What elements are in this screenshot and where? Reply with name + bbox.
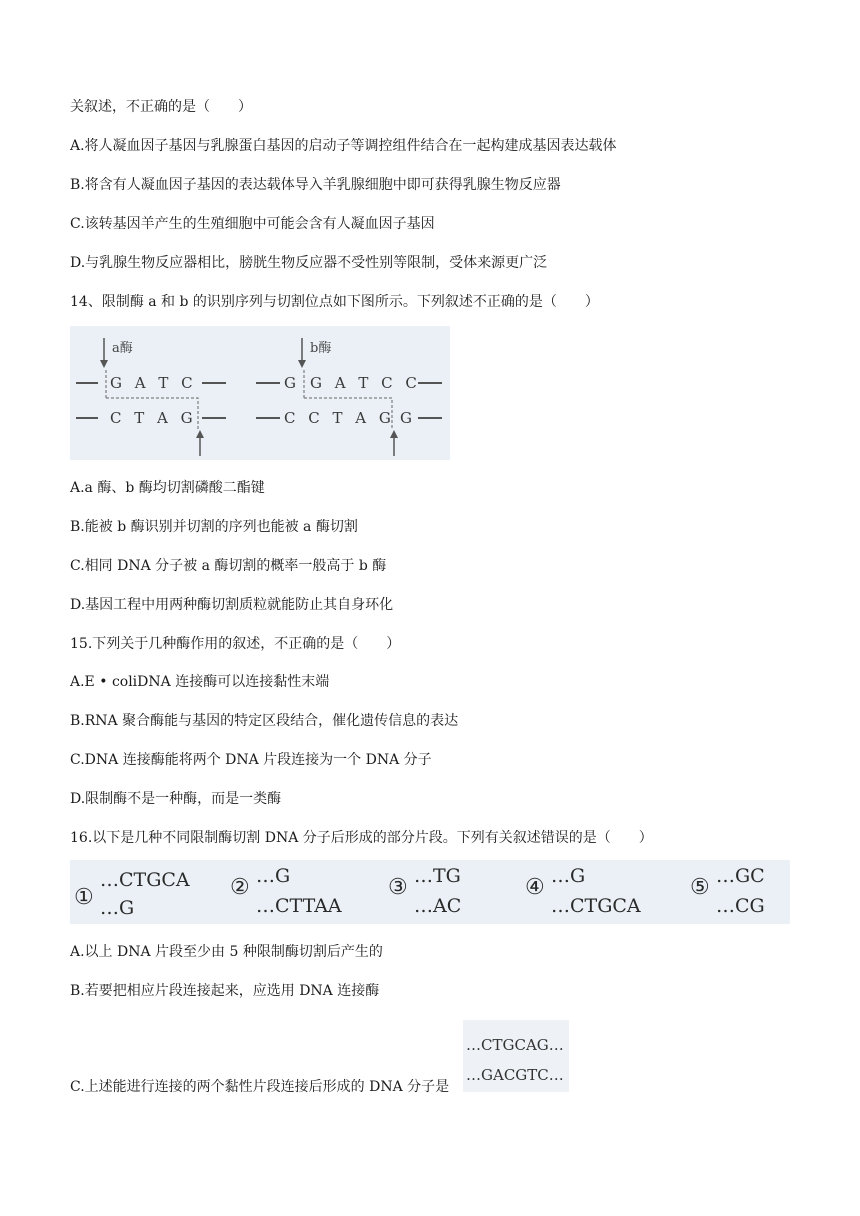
fragment-4 bbox=[525, 865, 641, 917]
fragment-5 bbox=[690, 865, 765, 917]
q16-fragments-figure bbox=[70, 860, 790, 924]
a-top-sequence: G A T C bbox=[110, 374, 197, 392]
q16-option-c: C.上述能进行连接的两个黏性片段连接后形成的 DNA 分子是 bbox=[70, 1079, 450, 1095]
fragment-4-top: …G bbox=[551, 865, 586, 887]
fragment-4-bottom: …CTGCA bbox=[551, 895, 641, 917]
fragment-5-bottom: …CG bbox=[716, 895, 765, 917]
q15-option-d: D.限制酶不是一种酶，而是一类酶 bbox=[70, 791, 282, 807]
fragment-4-number: ④ bbox=[525, 875, 545, 900]
q15-option-c: C.DNA 连接酶能将两个 DNA 片段连接为一个 DNA 分子 bbox=[70, 752, 432, 768]
fragment-3-number: ③ bbox=[388, 875, 408, 900]
fragment-3 bbox=[388, 865, 461, 917]
fragment-1-bottom: …G bbox=[100, 897, 135, 919]
fragment-1-top: …CTGCA bbox=[100, 869, 190, 891]
fragment-1 bbox=[74, 869, 190, 919]
q16-stem: 16.以下是几种不同限制酶切割 DNA 分子后形成的部分片段。下列有关叙述错误的是（ ） bbox=[70, 830, 653, 846]
q16-answer-dna-figure bbox=[463, 1020, 569, 1092]
q14-stem: 14、限制酶 a 和 b 的识别序列与切割位点如下图所示。下列叙述不正确的是（ ） bbox=[70, 294, 599, 310]
b-bottom-left-sequence: C C T A G bbox=[284, 409, 395, 427]
fragment-5-top: …GC bbox=[716, 865, 765, 887]
q14-option-d: D.基因工程中用两种酶切割质粒就能防止其自身环化 bbox=[70, 597, 394, 613]
a-cut-bottom-arrowhead bbox=[196, 430, 204, 438]
fragment-1-number: ① bbox=[74, 885, 94, 910]
fragment-2-number: ② bbox=[230, 875, 250, 900]
b-cut-top-arrowhead bbox=[298, 360, 306, 368]
fragment-3-top: …TG bbox=[414, 865, 461, 887]
q13-option-b: B.将含有人凝血因子基因的表达载体导入羊乳腺细胞中即可获得乳腺生物反应器 bbox=[70, 177, 561, 193]
q16-option-a: A.以上 DNA 片段至少由 5 种限制酶切割后产生的 bbox=[70, 944, 383, 960]
q14-option-b: B.能被 b 酶识别并切割的序列也能被 a 酶切割 bbox=[70, 519, 358, 535]
b-top-left-base: G bbox=[284, 374, 300, 392]
q13-option-d: D.与乳腺生物反应器相比，膀胱生物反应器不受性别等限制，受体来源更广泛 bbox=[70, 255, 548, 271]
fragment-3-bottom: …AC bbox=[414, 895, 462, 917]
fragment-5-number: ⑤ bbox=[690, 875, 710, 900]
q15-stem: 15.下列关于几种酶作用的叙述，不正确的是（ ） bbox=[70, 636, 401, 652]
fragment-2-top: …G bbox=[256, 865, 291, 887]
answer-dna-bottom-strand: …GACGTC… bbox=[466, 1066, 564, 1084]
q14-option-c: C.相同 DNA 分子被 a 酶切割的概率一般高于 b 酶 bbox=[70, 558, 387, 574]
q14-option-a: A.a 酶、b 酶均切割磷酸二酯键 bbox=[70, 480, 265, 496]
q13-option-a: A.将人凝血因子基因与乳腺蛋白基因的启动子等调控组件结合在一起构建成基因表达载体 bbox=[70, 138, 617, 154]
a-enzyme-label: a酶 bbox=[112, 341, 133, 356]
q15-option-a: A.E • coliDNA 连接酶可以连接黏性末端 bbox=[70, 674, 330, 690]
fragment-2 bbox=[230, 865, 342, 917]
q16-option-b: B.若要把相应片段连接起来，应选用 DNA 连接酶 bbox=[70, 983, 380, 999]
fragment-2-bottom: …CTTAA bbox=[256, 895, 342, 917]
q13-stem-tail: 关叙述，不正确的是（ ） bbox=[70, 99, 252, 115]
q15-option-b: B.RNA 聚合酶能与基因的特定区段结合，催化遗传信息的表达 bbox=[70, 713, 459, 729]
b-enzyme-label: b酶 bbox=[310, 341, 332, 356]
b-bottom-right-base: G bbox=[400, 409, 416, 427]
q14-enzyme-figure bbox=[70, 326, 450, 460]
b-top-right-sequence: G A T C C bbox=[310, 374, 421, 392]
b-cut-bottom-arrowhead bbox=[390, 430, 398, 438]
a-cut-top-arrowhead bbox=[100, 360, 108, 368]
answer-dna-top-strand: …CTGCAG… bbox=[466, 1036, 564, 1054]
a-bottom-sequence: C T A G bbox=[110, 409, 197, 427]
q13-option-c: C.该转基因羊产生的生殖细胞中可能会含有人凝血因子基因 bbox=[70, 216, 435, 232]
